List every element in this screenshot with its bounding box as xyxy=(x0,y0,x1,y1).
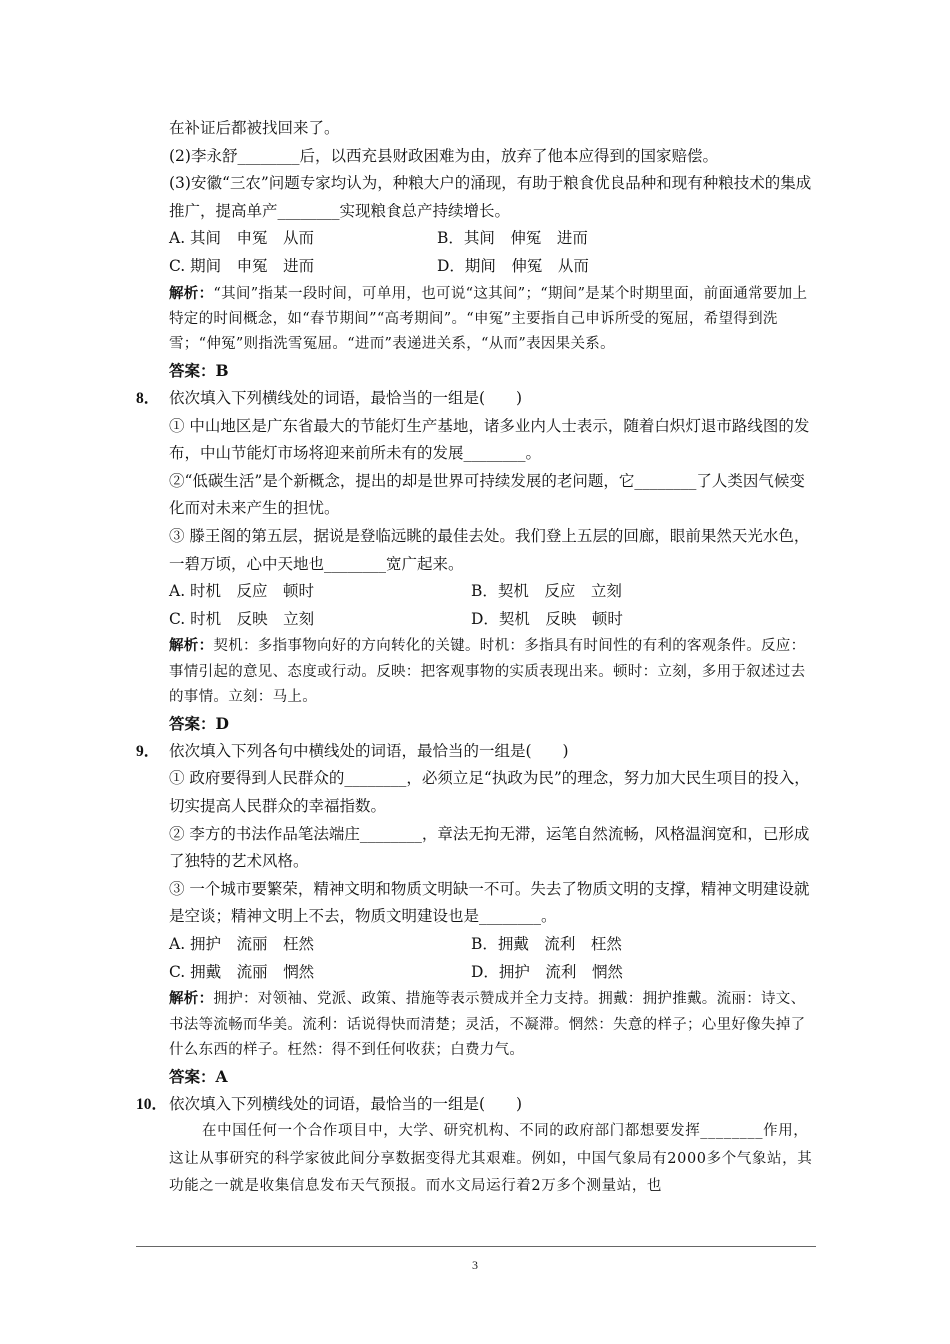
question-9-stem xyxy=(136,738,816,766)
sentence-2: (2)李永舒________后，以西充县财政困难为由，放弃了他本应得到的国家赔偿。 xyxy=(169,146,718,165)
options-row xyxy=(136,606,816,634)
option-a: A. 时机 反应 顿时 xyxy=(169,582,315,601)
sentence-2: ② 李方的书法作品笔法端庄________，章法无拘无滞，运笔自然流畅，风格温润宽和，已形成了独特的艺术风格。 xyxy=(169,824,810,871)
explanation xyxy=(136,986,816,1063)
question-text: 依次填入下列横线处的词语，最恰当的一组是( ) xyxy=(169,1094,523,1113)
options-row xyxy=(136,931,816,959)
option-a: A. 拥护 流丽 枉然 xyxy=(169,935,315,954)
option-c: C. 期间 申冤 进而 xyxy=(169,256,315,275)
sentence-1: ① 中山地区是广东省最大的节能灯生产基地，诸多业内人士表示，随着白炽灯退市路线图的发布，中山节能灯市场将迎来前所未有的发展________。 xyxy=(169,416,810,463)
question-10-stem xyxy=(136,1091,816,1119)
sentence-3: (3)安徽“三农”问题专家均认为，种粮大户的涌现，有助于粮食优良品种和现有种粮技术的集成推广，提高单产________实现粮食总产持续增长。 xyxy=(169,174,812,220)
footer-divider xyxy=(136,1246,816,1247)
explanation-label: 解析： xyxy=(169,284,214,302)
option-c: C. 拥戴 流丽 惘然 xyxy=(169,962,315,981)
page-content xyxy=(136,115,816,1201)
option-d: D．拥护 流利 惘然 xyxy=(471,962,623,981)
options-row xyxy=(136,578,816,606)
explanation-text: 拥护：对领袖、党派、政策、措施等表示赞成并全力支持。拥戴：拥护推戴。流丽：诗文、书法等流畅而华美。流利：话说得快而清楚；灵活，不凝滞。惘然：失意的样子；心里好像失掉了什么东西的样子。枉然：得不到任何收获；白费力气。 xyxy=(169,991,806,1058)
explanation-text: 契机：多指事物向好的方向转化的关键。时机：多指具有时间性的有利的客观条件。反应：事情引起的意见、态度或行动。反映：把客观事物的实质表现出来。顿时：立刻，多用于叙述过去的事情。立刻：马上。 xyxy=(169,638,806,705)
question-number: 10． xyxy=(136,1095,168,1113)
option-b: B．契机 反应 立刻 xyxy=(471,582,622,601)
continued-line: 在补证后都被找回来了。 xyxy=(169,119,340,137)
question-number: 9． xyxy=(136,742,160,760)
explanation-label: 解析： xyxy=(169,990,214,1008)
option-d: D．期间 伸冤 从而 xyxy=(437,256,589,275)
explanation-label: 解析： xyxy=(169,637,214,655)
explanation xyxy=(136,281,816,358)
sentence-1: ① 政府要得到人民群众的________，必须立足“执政为民”的理念，努力加大民生项目的投入，切实提高人民群众的幸福指数。 xyxy=(169,769,810,816)
answer: 答案：D xyxy=(169,714,229,734)
question-number: 8． xyxy=(136,390,160,408)
answer: 答案：B xyxy=(169,361,229,381)
option-a: A. 其间 申冤 从而 xyxy=(169,229,315,248)
options-row xyxy=(136,959,816,987)
options-row xyxy=(136,225,816,253)
option-c: C. 时机 反映 立刻 xyxy=(169,609,315,628)
sentence-3: ③ 一个城市要繁荣，精神文明和物质文明缺一不可。失去了物质文明的支撑，精神文明建设就是空谈；精神文明上不去，物质文明建设也是________。 xyxy=(169,879,810,926)
sentence-3: ③ 滕王阁的第五层，据说是登临远眺的最佳去处。我们登上五层的回廊，眼前果然天光水色，一碧万顷，心中天地也________宽广起来。 xyxy=(169,527,810,573)
question-text: 依次填入下列各句中横线处的词语，最恰当的一组是( ) xyxy=(169,741,569,760)
explanation-text: “其间”指某一段时间，可单用，也可说“这其间”；“期间”是某个时期里面，前面通常要加上特定的时间概念，如“春节期间”“高考期间”。“申冤”主要指自己申诉所受的冤屈，希望得到洗雪；“伸冤”则指洗雪冤屈。“进而”表递进关系，“从而”表因果关系。 xyxy=(169,285,808,353)
page-number: 3 xyxy=(472,1258,478,1272)
sentence-2: ②“低碳生活”是个新概念，提出的却是世界可持续发展的老问题，它________了人类因气候变化而对未来产生的担忧。 xyxy=(169,471,805,518)
option-b: B．拥戴 流利 枉然 xyxy=(471,935,622,954)
option-d: D．契机 反映 顿时 xyxy=(471,609,623,628)
option-b: B．其间 伸冤 进而 xyxy=(437,229,588,248)
question-8-stem xyxy=(136,385,816,413)
options-row xyxy=(136,253,816,281)
passage: 在中国任何一个合作项目中，大学、研究机构、不同的政府部门都想要发挥________作用，这让从事研究的科学家彼此间分享数据变得尤其艰难。例如，中国气象局有2000多个气象站，其功能之一就是收集信息发布天气预报。而水文局运行着2万多个测量站，也 xyxy=(169,1123,813,1195)
answer: 答案：A xyxy=(169,1067,228,1087)
explanation xyxy=(136,633,816,710)
question-text: 依次填入下列横线处的词语，最恰当的一组是( ) xyxy=(169,389,523,408)
